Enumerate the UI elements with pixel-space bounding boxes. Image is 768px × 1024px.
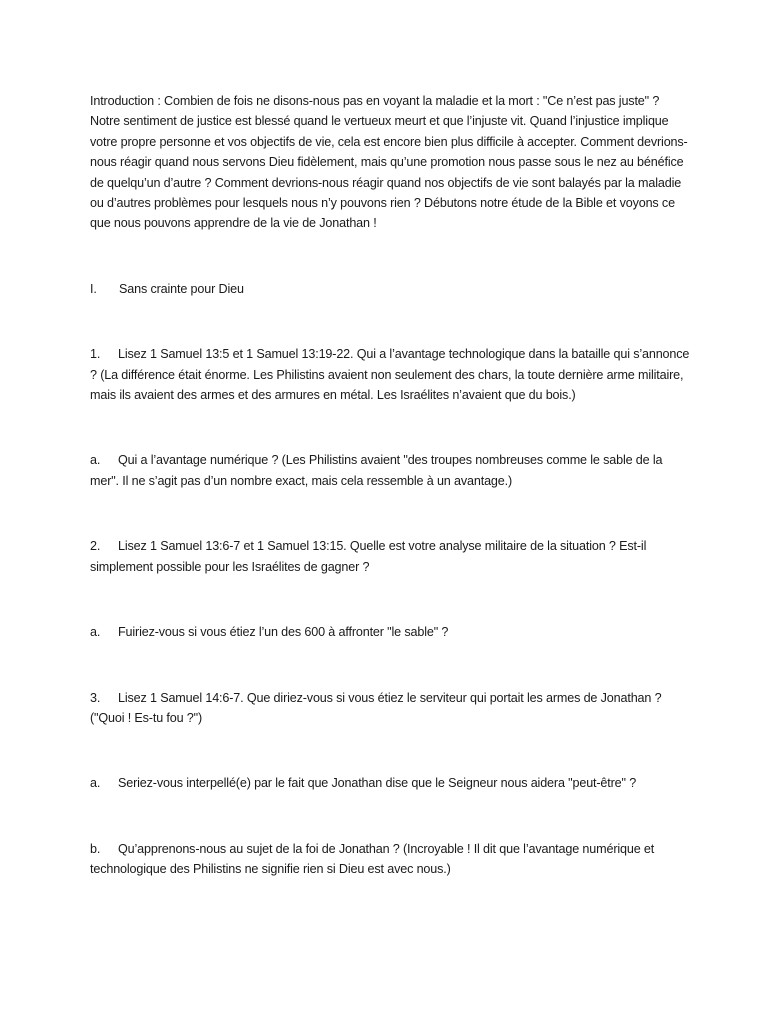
question-3a [90,773,690,793]
question-3 [90,688,690,729]
question-2 [90,536,690,577]
question-marker: a. [90,625,101,640]
section-marker: I. [90,281,97,296]
question-1a [90,450,690,491]
question-1 [90,344,690,405]
question-3b [90,839,690,880]
question-text: Lisez 1 Samuel 14:6-7. Que diriez-vous si vous étiez le serviteur qui portait les armes de Jonathan ? ("Quoi ! Es-tu fou ?") [90,690,662,725]
question-2a [90,622,690,642]
question-text: Fuiriez-vous si vous étiez l’un des 600 à affronter "le sable" ? [118,625,449,640]
question-text: Seriez-vous interpellé(e) par le fait que Jonathan dise que le Seigneur nous aidera "peut-être" ? [118,776,637,791]
question-marker: 1. [90,347,101,362]
question-text: Lisez 1 Samuel 13:5 et 1 Samuel 13:19-22. Qui a l’avantage technologique dans la bataille qui s’annonce ? (La différence était énorme. Les Philistins avaient non seulement des chars, la toute dernière arme militaire, mais ils avaient des armes et des armures en métal. Les Israélites n’avaient que du bois.) [90,347,690,403]
question-marker: a. [90,776,101,791]
question-text: Qui a l’avantage numérique ? (Les Philistins avaient "des troupes nombreuses comme le sable de la mer". Il ne s’agit pas d’un nombre exact, mais cela ressemble à un avantage.) [90,453,663,488]
question-marker: 3. [90,690,101,705]
document-body [90,91,690,880]
section-heading [90,279,690,299]
introduction-paragraph: Introduction : Combien de fois ne disons-nous pas en voyant la maladie et la mort : "Ce n’est pas juste" ? Notre sentiment de justice est blessé quand le vertueux meurt et que l’injuste vit. Quand l’injustice implique votre propre personne et vos objectifs de vie, cela est encore bien plus difficile à accepter. Comment devrions-nous réagir quand nous servons Dieu fidèlement, mais qu’une promotion nous passe sous le nez au bénéfice de quelqu’un d’autre ? Comment devrions-nous réagir quand nos objectifs de vie sont balayés par la maladie ou d’autres problèmes pour lesquels nous n’y pouvons rien ? Débutons notre étude de la Bible et voyons ce que nous pouvons apprendre de la vie de Jonathan ! [90,94,688,231]
section-title: Sans crainte pour Dieu [119,281,244,296]
question-marker: b. [90,841,101,856]
question-text: Qu’apprenons-nous au sujet de la foi de Jonathan ? (Incroyable ! Il dit que l’avantage numérique et technologique des Philistins ne signifie rien si Dieu est avec nous.) [90,841,655,877]
question-text: Lisez 1 Samuel 13:6-7 et 1 Samuel 13:15. Quelle est votre analyse militaire de la situation ? Est-il simplement possible pour les Israélites de gagner ? [90,539,647,574]
question-marker: a. [90,453,101,468]
question-marker: 2. [90,539,101,554]
